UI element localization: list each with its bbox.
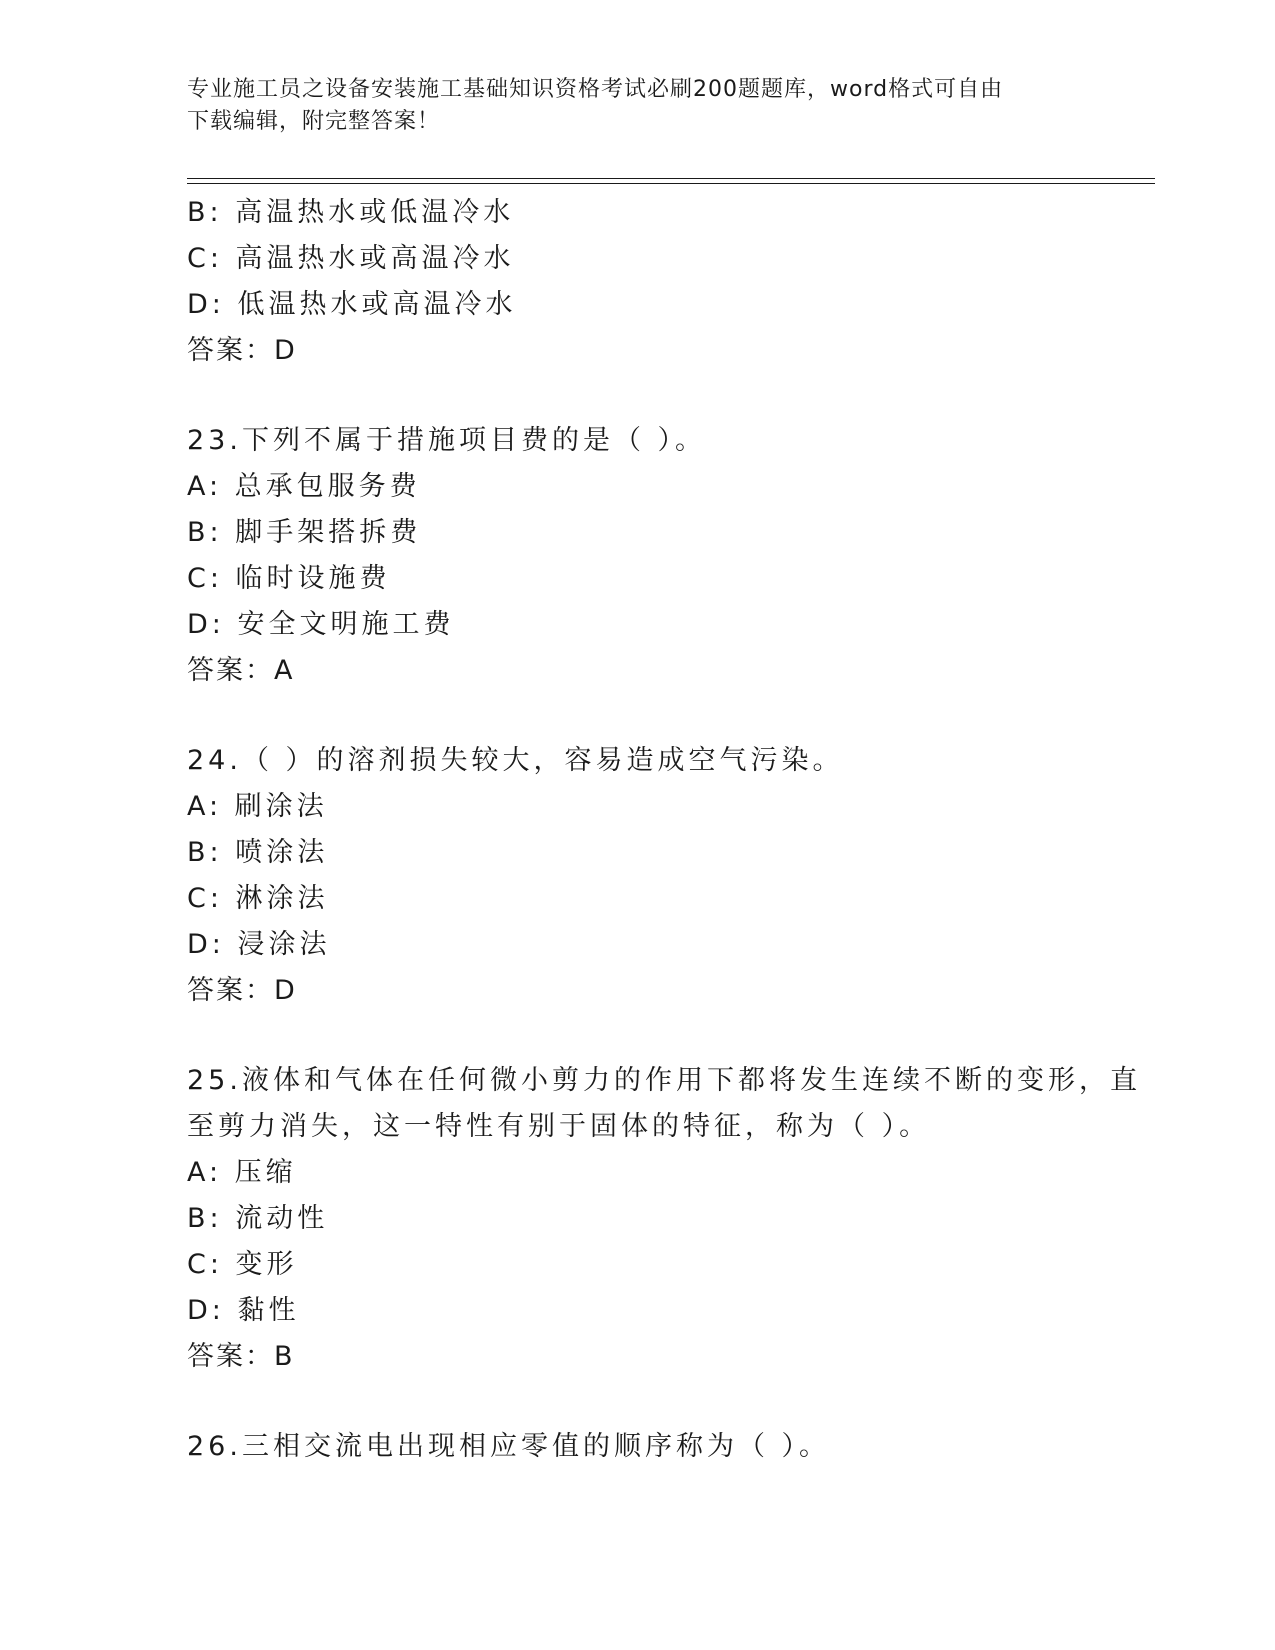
header-line-2: 下载编辑，附完整答案！	[187, 109, 441, 134]
option-b: B: 高温热水或低温冷水	[187, 197, 515, 228]
option-a: A: 压缩	[187, 1157, 297, 1188]
question-block-23	[187, 418, 1087, 694]
header-divider-bottom	[187, 183, 1155, 184]
spacer	[187, 694, 1087, 738]
option-d: D: 黏性	[187, 1295, 300, 1326]
option-c: C: 变形	[187, 1249, 298, 1280]
question-content	[187, 190, 1141, 1470]
answer-line: 答案：D	[187, 975, 297, 1006]
option-a: A: 总承包服务费	[187, 471, 421, 502]
option-c: C: 淋涂法	[187, 883, 329, 914]
option-b: B: 喷涂法	[187, 837, 329, 868]
option-b: B: 流动性	[187, 1203, 329, 1234]
answer-line: 答案：A	[187, 655, 295, 686]
document-header	[187, 74, 1087, 138]
option-b: B: 脚手架搭拆费	[187, 517, 422, 548]
option-d: D: 安全文明施工费	[187, 609, 455, 640]
option-c: C: 高温热水或高温冷水	[187, 243, 515, 274]
answer-line: 答案：D	[187, 335, 297, 366]
question-block-22	[187, 190, 1087, 374]
question-text: 24.（ ）的溶剂损失较大，容易造成空气污染。	[187, 745, 844, 776]
option-c: C: 临时设施费	[187, 563, 391, 594]
answer-line: 答案：B	[187, 1341, 295, 1372]
question-text: 23.下列不属于措施项目费的是（ ）。	[187, 425, 707, 456]
spacer	[187, 1014, 1087, 1058]
question-text-line-2: 至剪力消失，这一特性有别于固体的特征，称为（ ）。	[187, 1111, 931, 1142]
question-block-24	[187, 738, 1087, 1014]
option-a: A: 刷涂法	[187, 791, 328, 822]
spacer	[187, 374, 1087, 418]
spacer	[187, 1380, 1087, 1424]
option-d: D: 浸涂法	[187, 929, 331, 960]
question-block-26	[187, 1424, 1087, 1470]
option-d: D: 低温热水或高温冷水	[187, 289, 517, 320]
header-divider-top	[187, 178, 1155, 179]
header-line-1: 专业施工员之设备安装施工基础知识资格考试必刷200题题库，word格式可自由	[187, 77, 1004, 102]
question-block-25	[187, 1058, 1141, 1380]
question-text-line-1: 25.液体和气体在任何微小剪力的作用下都将发生连续不断的变形，直	[187, 1065, 1141, 1096]
question-text: 26.三相交流电出现相应零值的顺序称为（ ）。	[187, 1431, 831, 1462]
